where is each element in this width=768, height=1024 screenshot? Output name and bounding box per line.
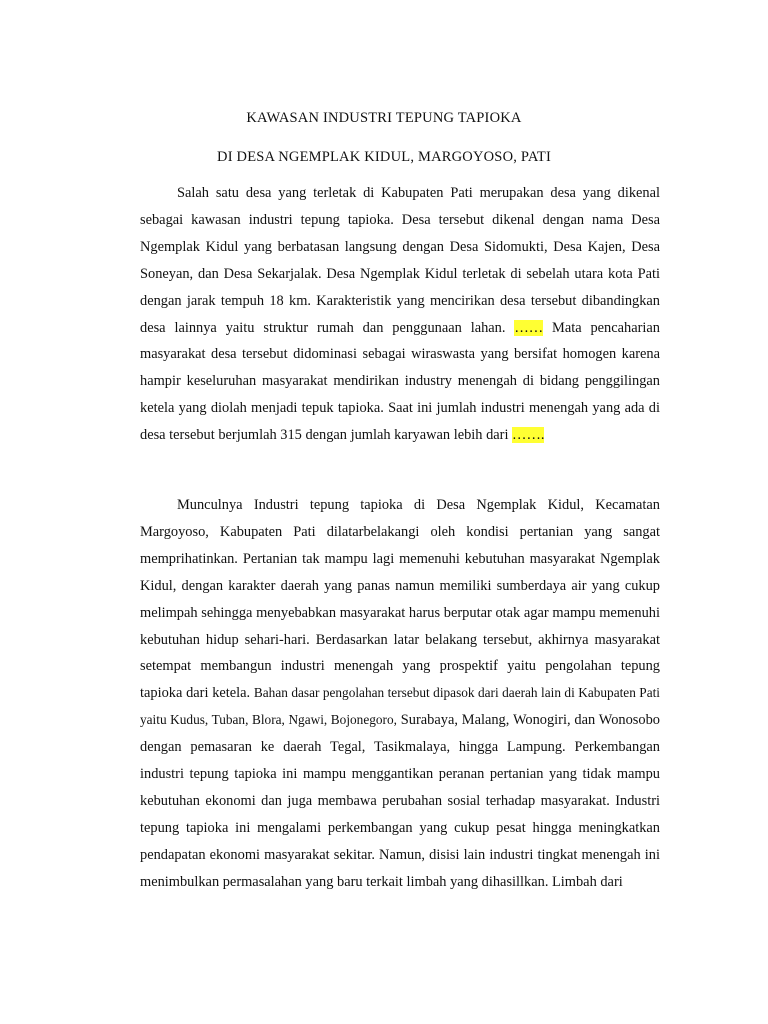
document-subtitle: DI DESA NGEMPLAK KIDUL, MARGOYOSO, PATI — [217, 149, 551, 165]
paragraph-2-small-text: Bahan dasar pengolahan tersebut dipasok dari daerah lain di Kabupaten Pati yaitu Kudus, Tuban, Blora, Ngawi, Bojonegoro, — [140, 685, 660, 728]
paragraph-1-text-a: Salah satu desa yang terletak di Kabupaten Pati merupakan desa yang dikenal sebagai kawasan industri tepung tapioka. Desa tersebut dikenal dengan nama Desa Ngemplak Kidul yang berbatasan langsung dengan Desa Sidomukti, Desa Kajen, Desa Soneyan, dan Desa Sekarjalak. Desa Ngemplak Kidul terletak di sebelah utara kota Pati dengan jarak tempuh 18 km. Karakteristik yang mencirikan desa tersebut dibandingkan desa lainnya yaitu struktur rumah dan penggunaan lahan. — [140, 185, 660, 336]
highlight-placeholder-2: ……. — [512, 427, 545, 444]
highlight-placeholder-1: …… — [514, 319, 544, 336]
paragraph-2-text-a: Munculnya Industri tepung tapioka di Desa Ngemplak Kidul, Kecamatan Margoyoso, Kabupaten Pati dilatarbelakangi oleh kondisi pertanian yang sangat memprihatinkan. Pertanian tak mampu lagi memenuhi kebutuhan masyarakat Ngemplak Kidul, dengan karakter daerah yang panas namun memiliki sumberdaya air yang cukup melimpah sehingga menyebabkan masyarakat harus berputar otak agar mampu memenuhi kebutuhan hidup sehari-hari. Berdasarkan latar belakang tersebut, akhirnya masyarakat setempat membangun industri menengah yang prospektif yaitu pengolahan tepung tapioka dari ketela. — [140, 497, 660, 702]
paragraph-2-text-b: Surabaya, Malang, Wonogiri, dan Wonosobo dengan pemasaran ke daerah Tegal, Tasikmalaya, hingga Lampung. Perkembangan industri tepung tapioka ini mampu menggantikan peranan pertanian yang tidak mampu kebutuhan ekonomi dan juga membawa perubahan sosial terhadap masyarakat. Industri tepung tapioka ini mengalami perkembangan yang cukup pesat hingga meningkatkan pendapatan ekonomi masyarakat sekitar. Namun, disisi lain industri tingkat menengah ini menimbulkan permasalahan yang baru terkait limbah yang dihasillkan. Limbah dari — [140, 712, 660, 890]
paragraph-1 — [140, 180, 660, 449]
paragraph-1-text-b: Mata pencaharian masyarakat desa tersebut didominasi sebagai wiraswasta yang bersifat homogen karena hampir keseluruhan masyarakat mendirikan industry menengah di bidang penggilingan ketela yang diolah menjadi tepuk tapioka. Saat ini jumlah industri menengah yang ada di desa tersebut berjumlah 315 dengan jumlah karyawan lebih dari — [140, 319, 660, 444]
document-title: KAWASAN INDUSTRI TEPUNG TAPIOKA — [246, 110, 522, 126]
paragraph-2 — [140, 492, 660, 896]
